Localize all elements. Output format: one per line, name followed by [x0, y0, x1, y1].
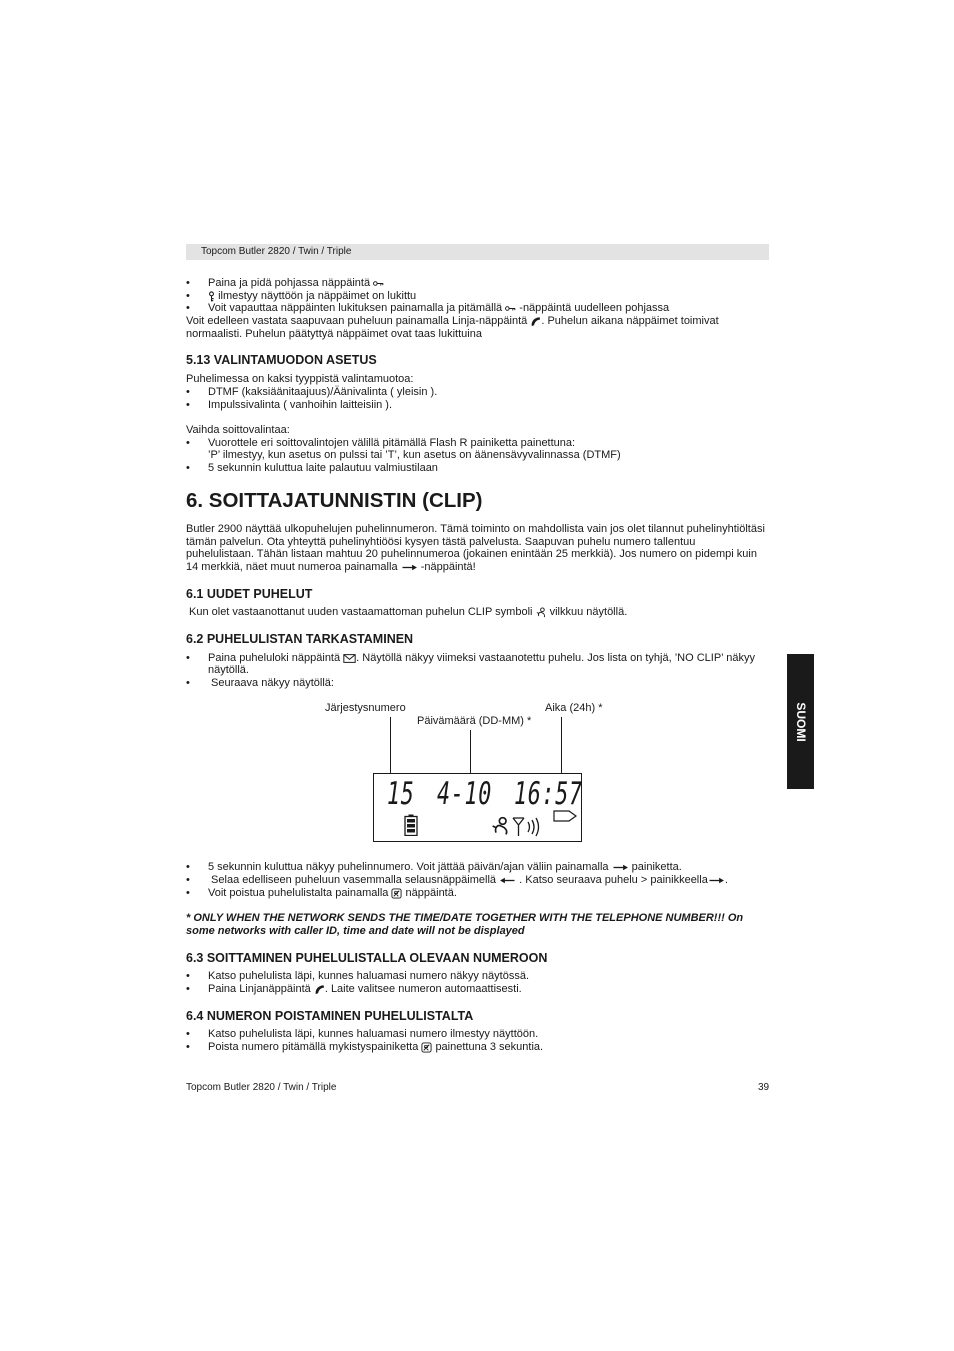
section-heading-6-3: 6.3 SOITTAMINEN PUHELULISTALLA OLEVAAN NUMEROON: [186, 951, 548, 965]
lcd-display: [373, 773, 582, 842]
arrow-tag-icon: [553, 810, 577, 822]
list-item: • 5 sekunnin kuluttua näkyy puhelinnumero. Voit jättää päivän/ajan väliin painamalla painiketta.: [186, 861, 682, 873]
clip-symbol-icon: [536, 607, 547, 618]
lock-paragraph-2: normaalisti. Puhelun päätyttyä näppäimet ovat taas lukittuina: [186, 328, 482, 340]
antenna-signal-icon: [511, 816, 543, 838]
line-key-icon: [314, 984, 325, 995]
key-icon: [505, 305, 516, 312]
key-icon: [373, 280, 384, 287]
pointer-line-time: [561, 717, 562, 773]
key-vertical-icon: [208, 291, 215, 302]
language-tab-label: SUOMI: [793, 701, 808, 742]
clip-paragraph-1: Butler 2900 näyttää ulkopuhelujen puhelinnumeron. Tämä toiminto on mahdollista vain jos olet tilannut puhelinyhtiöltäsi: [186, 523, 765, 535]
list-item: • Impulssivalinta ( vanhoihin laitteisiin ).: [186, 399, 393, 411]
list-item: • Katso puhelulista läpi, kunnes haluamasi numero ilmestyy näyttöön.: [186, 1028, 539, 1040]
lock-step-1: Paina ja pidä pohjassa näppäintä: [208, 277, 371, 289]
lcd-time: 16:57: [514, 776, 583, 812]
list-item: • DTMF (kaksiäänitaajuus)/Äänivalinta ( yleisin ).: [186, 386, 438, 398]
list-item: • Vuorottele eri soittovalintojen välillä pitämällä Flash R painiketta painettuna:: [186, 437, 576, 449]
section-heading-6-1: 6.1 UUDET PUHELUT: [186, 587, 313, 601]
pointer-line-index: [390, 717, 391, 773]
list-item: • Poista numero pitämällä mykistyspainiketta painettuna 3 sekuntia.: [186, 1041, 544, 1053]
clip-symbol-icon: [491, 816, 511, 836]
label-time: Aika (24h) *: [545, 702, 603, 714]
new-calls-text: Kun olet vastaanottanut uuden vastaamattoman puhelun CLIP symboli vilkkuu näytöllä.: [189, 606, 628, 618]
list-item: • Voit vapauttaa näppäinten lukituksen painamalla ja pitämällä -näppäintä uudelleen pohjassa: [186, 302, 670, 314]
clip-paragraph-3: puhelulistaan. Tähän listaan mahtuu 20 puhelinnumeroa (jokainen enintään 25 merkkiä). Jos numero on pidempi kuin: [186, 548, 757, 560]
list-item: • Selaa edelliseen puheluun vasemmalla selausnäppäimellä . Katso seuraava puhelu > painikkeella .: [186, 874, 728, 886]
calllog-cont: näytöllä.: [208, 664, 249, 676]
arrow-right-icon: [708, 877, 725, 884]
section-heading-6-2: 6.2 PUHELULISTAN TARKASTAMINEN: [186, 632, 414, 646]
label-date: Päivämäärä (DD-MM) *: [417, 715, 532, 727]
arrow-right-icon: [612, 864, 629, 871]
language-tab: [787, 654, 814, 789]
network-note-line-1: * ONLY WHEN THE NETWORK SENDS THE TIME/DATE TOGETHER WITH THE TELEPHONE NUMBER!!! On: [186, 912, 744, 924]
footer-title: Topcom Butler 2820 / Twin / Triple: [186, 1082, 337, 1093]
list-item: • 5 sekunnin kuluttua laite palautuu valmiustilaan: [186, 462, 438, 474]
dial-intro: Puhelimessa on kaksi tyyppistä valintamuotoa:: [186, 373, 414, 385]
list-item: • Voit poistua puhelulistalta painamalla näppäintä.: [186, 887, 457, 899]
lock-step-2: ilmestyy näyttöön ja näppäimet on lukittu: [218, 290, 417, 302]
lock-step-3b: -näppäintä uudelleen pohjassa: [519, 302, 670, 314]
list-item: • Paina ja pidä pohjassa näppäintä: [186, 277, 384, 290]
lcd-date: 4-10: [437, 776, 493, 812]
pointer-line-date: [470, 730, 471, 773]
section-heading-5-13: 5.13 VALINTAMUODON ASETUS: [186, 353, 377, 367]
page-header: Topcom Butler 2820 / Twin / Triple: [186, 244, 769, 260]
dial-change: Vaihda soittovalintaa:: [186, 424, 290, 436]
list-item: • Katso puhelulista läpi, kunnes haluamasi numero näkyy näytössä.: [186, 970, 530, 982]
battery-icon: [404, 814, 418, 836]
envelope-icon: [343, 654, 356, 663]
label-index: Järjestysnumero: [325, 702, 406, 714]
lcd-index: 15: [387, 776, 415, 812]
chapter-title: 6. SOITTAJATUNNISTIN (CLIP): [186, 489, 483, 512]
page-number: 39: [758, 1082, 770, 1093]
line-key-icon: [530, 316, 541, 327]
network-note-line-2: some networks with caller ID, time and date will not be displayed: [186, 925, 525, 937]
list-item: • Seuraava näkyy näytöllä:: [186, 677, 334, 689]
dial-change-cont: ’P’ ilmestyy, kun asetus on pulssi tai ’T’, kun asetus on äänensävyvalinnassa (DTMF): [208, 449, 621, 461]
lock-step-3a: Voit vapauttaa näppäinten lukituksen painamalla ja pitämällä: [208, 302, 503, 314]
mute-key-icon: [391, 888, 402, 899]
clip-paragraph-2: tämän palvelun. Ota yhteyttä puhelinyhtiöösi kysyen tästä palvelusta. Saapuvan puhelu numero tallentuu: [186, 536, 696, 548]
list-item: • ilmestyy näyttöön ja näppäimet on lukittu: [186, 290, 417, 302]
clip-paragraph-4: 14 merkkiä, näet muut numeroa painamalla -näppäintä!: [186, 561, 476, 573]
list-item: • Paina puheluloki näppäintä . Näytöllä näkyy viimeksi vastaanotettu puhelu. Jos lista on tyhjä, ’NO CLIP’ näkyy: [186, 652, 756, 664]
arrow-left-icon: [499, 877, 516, 884]
section-heading-6-4: 6.4 NUMERON POISTAMINEN PUHELULISTALTA: [186, 1009, 474, 1023]
mute-key-icon: [421, 1042, 432, 1053]
list-item: • Paina Linjanäppäintä . Laite valitsee numeron automaattisesti.: [186, 983, 522, 995]
lock-paragraph-1: Voit edelleen vastata saapuvaan puheluun painamalla Linja-näppäintä . Puhelun aikana näppäimet toimivat: [186, 315, 719, 327]
arrow-right-icon: [401, 564, 418, 571]
